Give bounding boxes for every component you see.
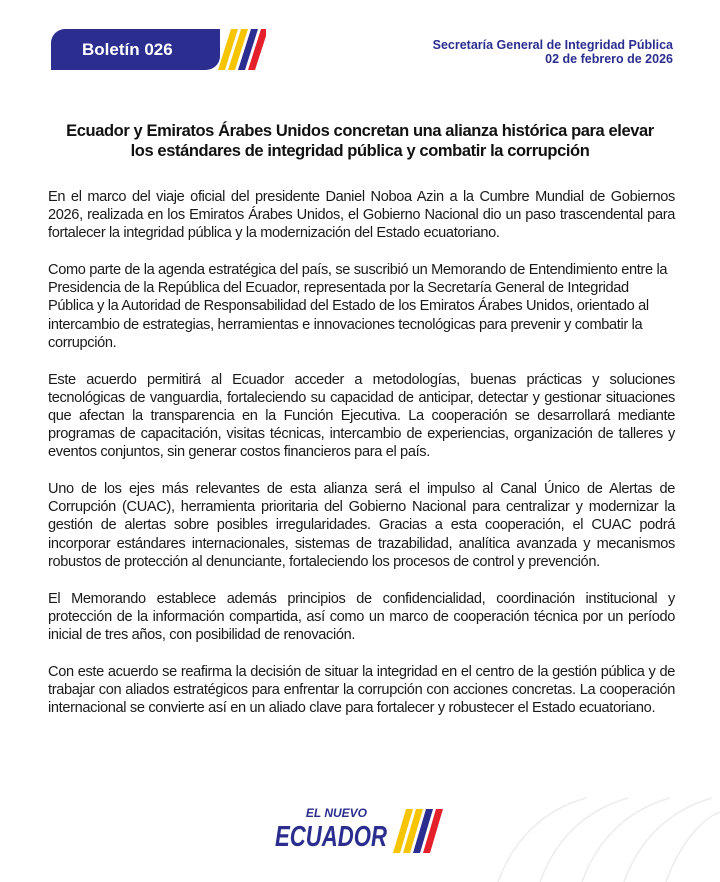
bulletin-number: Boletín 026 [82,39,173,59]
logo-wordmark: ECUADOR [275,821,388,853]
page-title: Ecuador y Emiratos Árabes Unidos concretan una alianza histórica para elevar los estándares de integridad pública y combatir la corrupción [66,122,654,160]
flag-stripes-icon [206,29,266,70]
logo-flag-stripes-icon [393,809,443,853]
decorative-watermark [468,780,720,882]
el-nuevo-ecuador-logo [273,803,448,858]
paragraph: El Memorando establece además principios de confidencialidad, coordinación institucional y protección de la información compartida, así como un marco de cooperación técnica por un período inicial de tres años, con posibilidad de renovación. [48,590,675,643]
bulletin-number-badge [51,29,220,70]
paragraph: Este acuerdo permitirá al Ecuador acceder a metodologías, buenas prácticas y soluciones tecnológicas de vanguardia, fortaleciendo su capacidad de anticipar, detectar y gestionar situaciones que afectan la transparencia en la Función Ejecutiva. La cooperación se desarrollará mediante programas de capacitación, visitas técnicas, intercambio de experiencias, organización de talleres y eventos conjuntos, sin generar costos financieros para el país. [48,371,675,461]
logo-tagline: EL NUEVO [305,806,367,820]
article-body [48,188,675,736]
publication-date: 02 de febrero de 2026 [545,52,673,66]
header-info [433,38,673,66]
paragraph: En el marco del viaje oficial del presidente Daniel Noboa Azin a la Cumbre Mundial de Gobiernos 2026, realizada en los Emiratos Árabes Unidos, el Gobierno Nacional dio un paso trascendental para fortalecer la integridad pública y la modernización del Estado ecuatoriano. [48,189,675,242]
paragraph: Uno de los ejes más relevantes de esta alianza será el impulso al Canal Único de Alertas de Corrupción (CUAC), herramienta prioritaria del Gobierno Nacional para centralizar y modernizar la gestión de alertas sobre posibles irregularidades. Gracias a esta cooperación, el CUAC podrá incorporar estándares internacionales, sistemas de trazabilidad, analítica avanzada y mecanismos robustos de protección al denunciante, fortaleciendo los procesos de control y prevención. [48,481,675,570]
paragraph: Con este acuerdo se reafirma la decisión de situar la integridad en el centro de la gestión pública y de trabajar con aliados estratégicos para enfrentar la corrupción con acciones concretas. La cooperación internacional se convierte así en un aliado clave para fortalecer y robustecer el Estado ecuatoriano. [48,663,675,717]
institution-name: Secretaría General de Integridad Pública [432,38,673,52]
paragraph: Como parte de la agenda estratégica del país, se suscribió un Memorando de Entendimiento entre la Presidencia de la República del Ecuador, representada por la Secretaría General de Integridad Pública y la Autoridad de Responsabilidad del Estado de los Emiratos Árabes Unidos, orientado al intercambio de estrategias, herramientas e innovaciones tecnológicas para prevenir y combatir la corrupción. [48,262,668,351]
